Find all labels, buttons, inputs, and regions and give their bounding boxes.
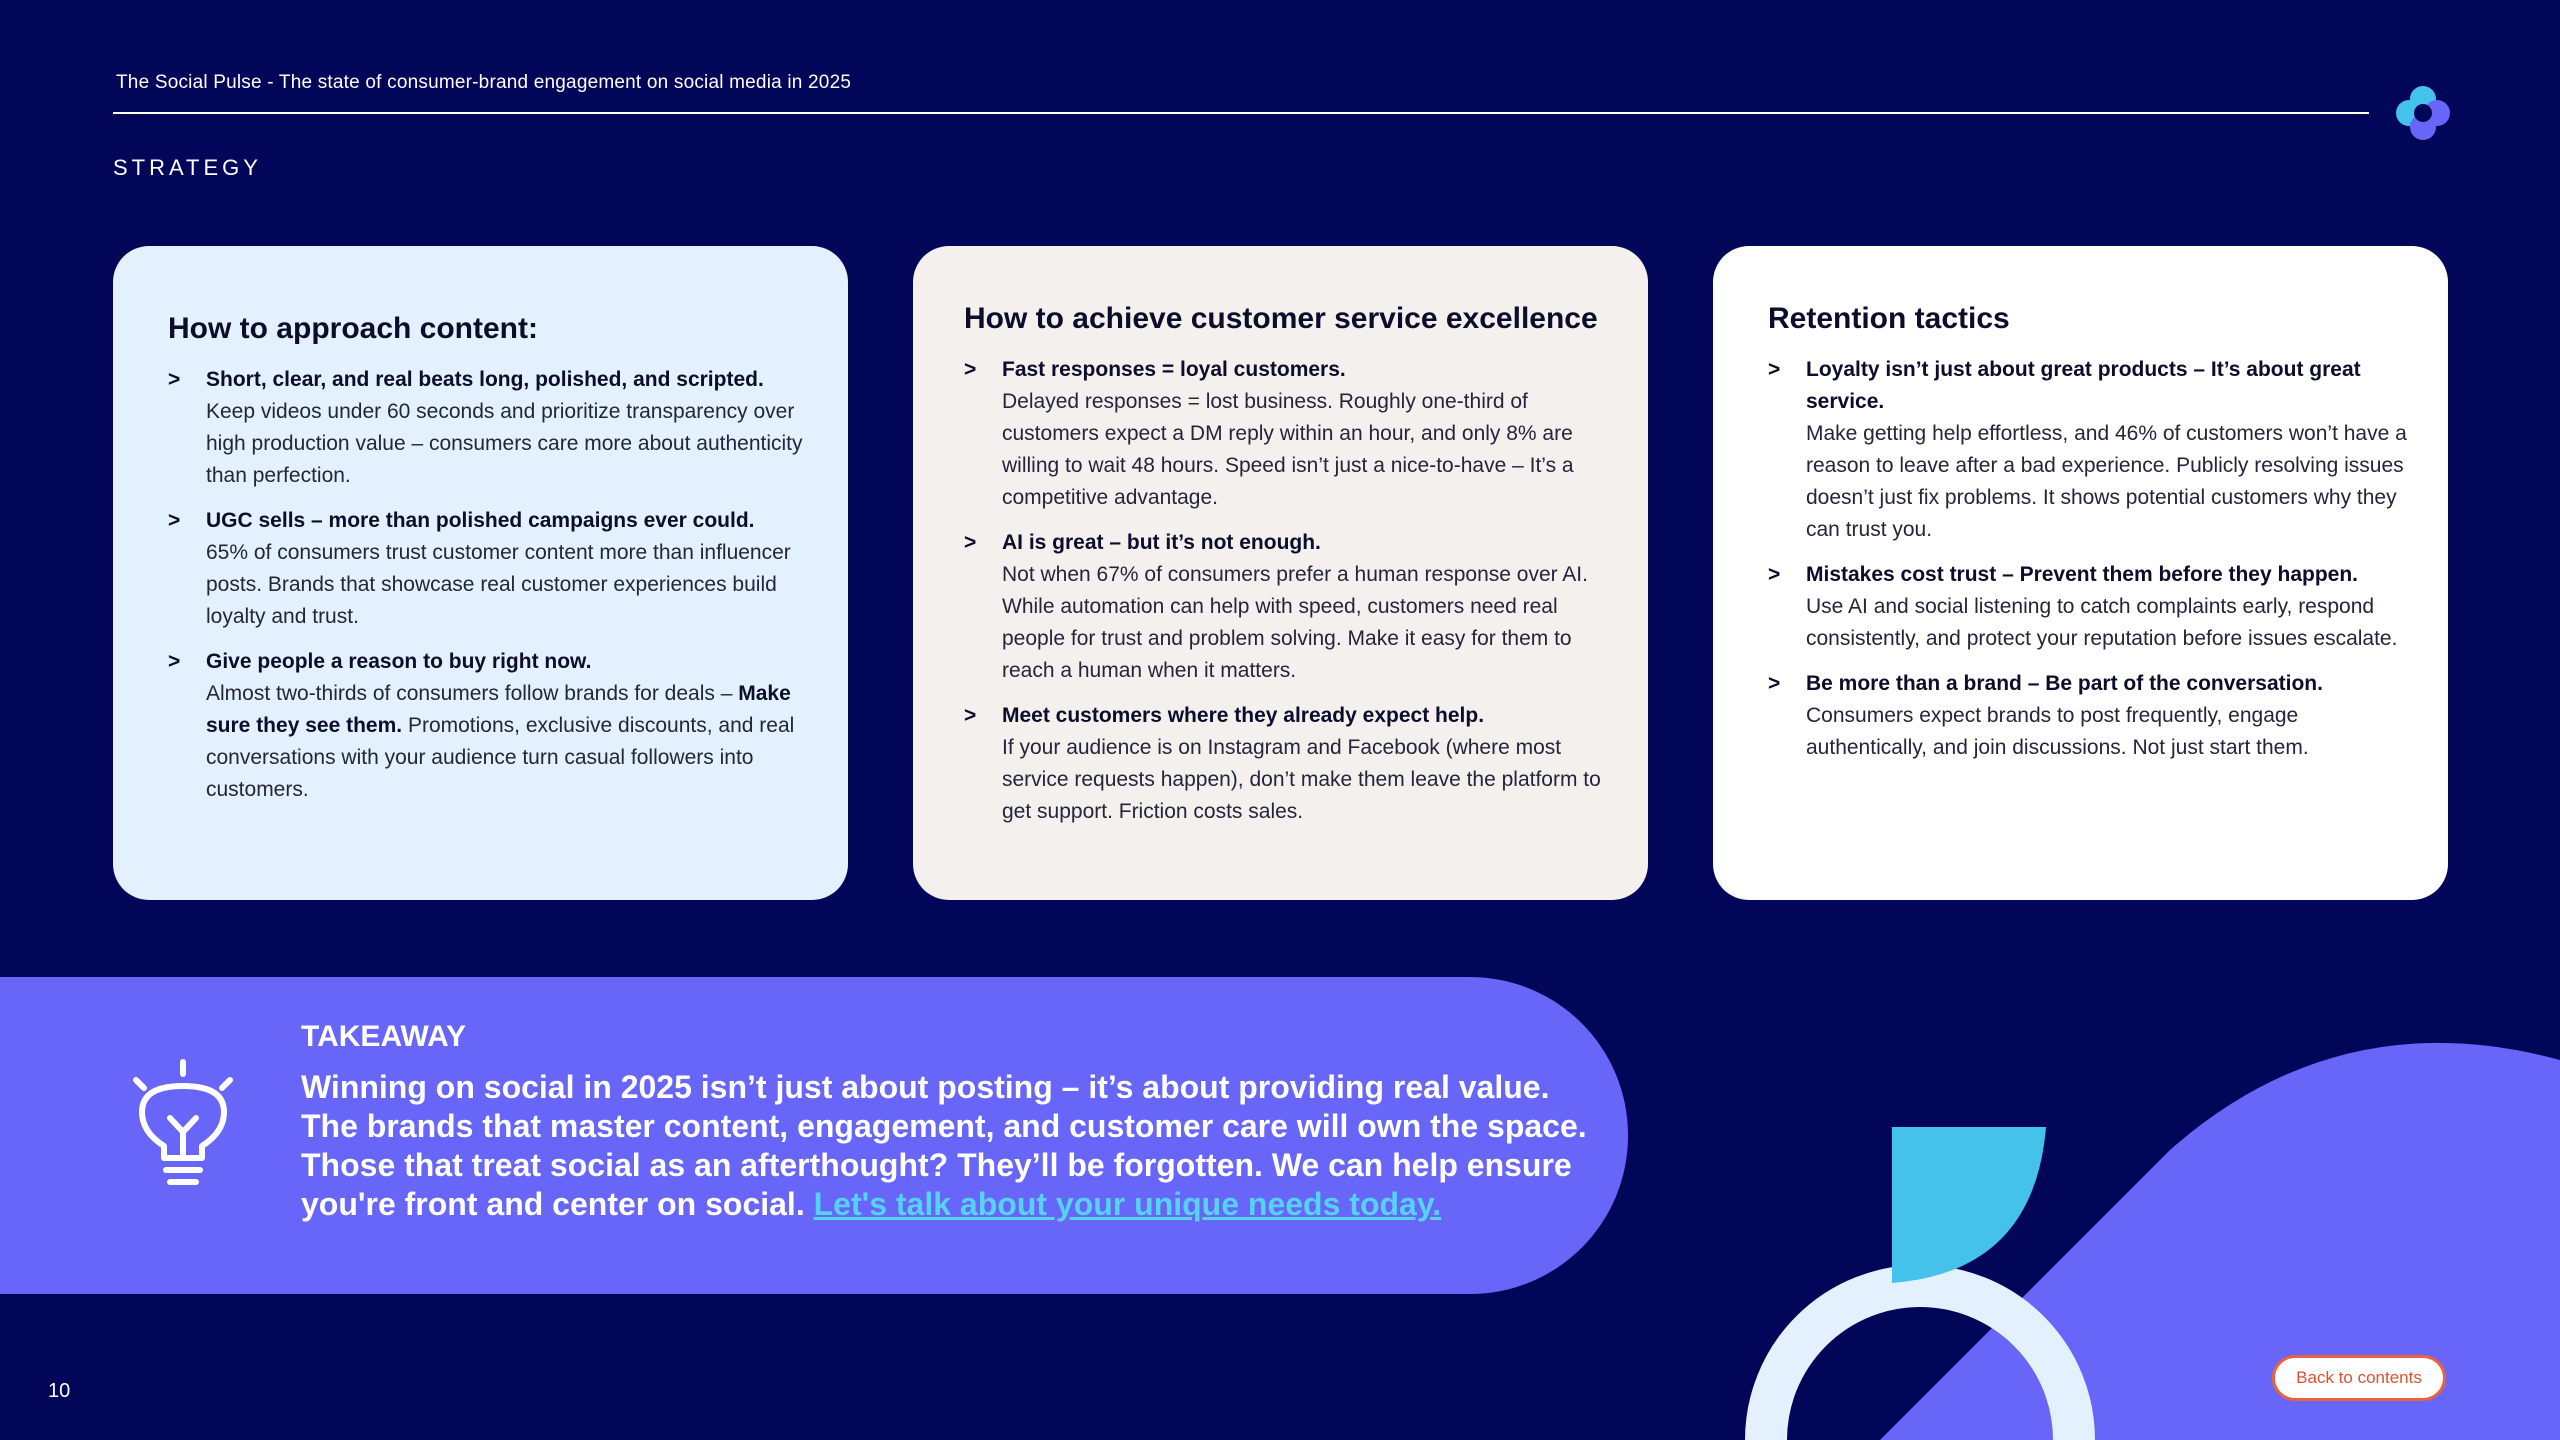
takeaway-heading: TAKEAWAY xyxy=(301,1020,467,1053)
item-text: Use AI and social listening to catch complaints early, respond consistently, and protect your reputation before issues escalate. xyxy=(1806,595,2398,650)
item-text: Make getting help effortless, and 46% of customers won’t have a reason to leave after a bad experience. Publicly resolving issues doesn’t just fix problems. It shows potential customers why they can trust you. xyxy=(1806,422,2407,541)
item-lead: Be more than a brand – Be part of the conversation. xyxy=(1806,672,2323,695)
list-item xyxy=(1768,354,2418,546)
item-lead: AI is great – but it’s not enough. xyxy=(1002,531,1321,554)
item-lead: Give people a reason to buy right now. xyxy=(206,650,592,673)
item-lead: UGC sells – more than polished campaigns ever could. xyxy=(206,509,755,532)
bullet-arrow-icon: > xyxy=(964,704,977,727)
item-text: 65% of consumers trust customer content more than influencer posts. Brands that showcase real customer experiences build loyalty and trust. xyxy=(206,541,791,628)
back-to-contents-button[interactable]: Back to contents xyxy=(2272,1355,2446,1401)
item-lead: Mistakes cost trust – Prevent them before they happen. xyxy=(1806,563,2358,586)
item-lead: Loyalty isn’t just about great products – It’s about great service. xyxy=(1806,358,2361,413)
item-emphasis: Make sure they see them. xyxy=(206,682,791,737)
flower-logo-icon xyxy=(2394,84,2452,142)
content-approach-card xyxy=(113,246,848,900)
item-text: If your audience is on Instagram and Facebook (where most service requests happen), don’t make them leave the platform to get support. Friction costs sales. xyxy=(1002,736,1601,823)
card-title: Retention tactics xyxy=(1768,302,2010,335)
bullet-arrow-icon: > xyxy=(1768,563,1781,586)
item-text: Delayed responses = lost business. Roughly one-third of customers expect a DM reply within an hour, and only 8% are willing to wait 48 hours. Speed isn’t just a nice-to-have – It’s a competitive advantage. xyxy=(1002,390,1574,509)
customer-service-card xyxy=(913,246,1648,900)
bullet-arrow-icon: > xyxy=(1768,672,1781,695)
card-title: How to achieve customer service excellence xyxy=(964,302,1598,335)
item-lead: Meet customers where they already expect help. xyxy=(1002,704,1485,727)
list-item xyxy=(168,364,808,492)
item-lead: Fast responses = loyal customers. xyxy=(1002,358,1346,381)
item-text: Promotions, exclusive discounts, and real conversations with your audience turn casual followers into customers. xyxy=(206,714,795,801)
takeaway-body xyxy=(301,1068,1591,1224)
card-item-list xyxy=(168,364,808,819)
bullet-arrow-icon: > xyxy=(168,368,181,391)
list-item xyxy=(964,527,1614,687)
list-item xyxy=(1768,668,2418,764)
page-number: 10 xyxy=(48,1380,71,1402)
takeaway-text: Winning on social in 2025 isn’t just about posting – it’s about providing real value. The brands that master content, engagement, and customer care will own the space. Those that treat social as an afterthought? They’ll be forgotten. We can help ensure you're front and center on social. xyxy=(301,1069,1587,1222)
retention-tactics-card xyxy=(1713,246,2448,900)
bullet-arrow-icon: > xyxy=(964,358,977,381)
card-item-list xyxy=(1768,354,2418,777)
document-header-title: The Social Pulse - The state of consumer-brand engagement on social media in 2025 xyxy=(116,72,852,93)
item-text: Not when 67% of consumers prefer a human response over AI. While automation can help with speed, customers need real people for trust and problem solving. Make it easy for them to reach a human when it matters. xyxy=(1002,563,1588,682)
list-item xyxy=(168,505,808,633)
header-divider xyxy=(113,112,2369,114)
card-title: How to approach content: xyxy=(168,312,538,345)
lightbulb-icon xyxy=(128,1058,238,1194)
list-item xyxy=(964,354,1614,514)
section-label: STRATEGY xyxy=(113,155,262,180)
bullet-arrow-icon: > xyxy=(964,531,977,554)
contact-link[interactable]: Let's talk about your unique needs today. xyxy=(813,1186,1442,1222)
card-item-list xyxy=(964,354,1614,841)
item-lead: Short, clear, and real beats long, polished, and scripted. xyxy=(206,368,764,391)
list-item xyxy=(964,700,1614,828)
list-item xyxy=(1768,559,2418,655)
bullet-arrow-icon: > xyxy=(1768,358,1781,381)
list-item xyxy=(168,646,808,806)
item-text: Keep videos under 60 seconds and prioritize transparency over high production value – consumers care more about authenticity than perfection. xyxy=(206,400,803,487)
bullet-arrow-icon: > xyxy=(168,650,181,673)
item-text: Consumers expect brands to post frequently, engage authentically, and join discussions. Not just start them. xyxy=(1806,704,2309,759)
item-text: Almost two-thirds of consumers follow brands for deals – xyxy=(206,682,733,705)
bullet-arrow-icon: > xyxy=(168,509,181,532)
